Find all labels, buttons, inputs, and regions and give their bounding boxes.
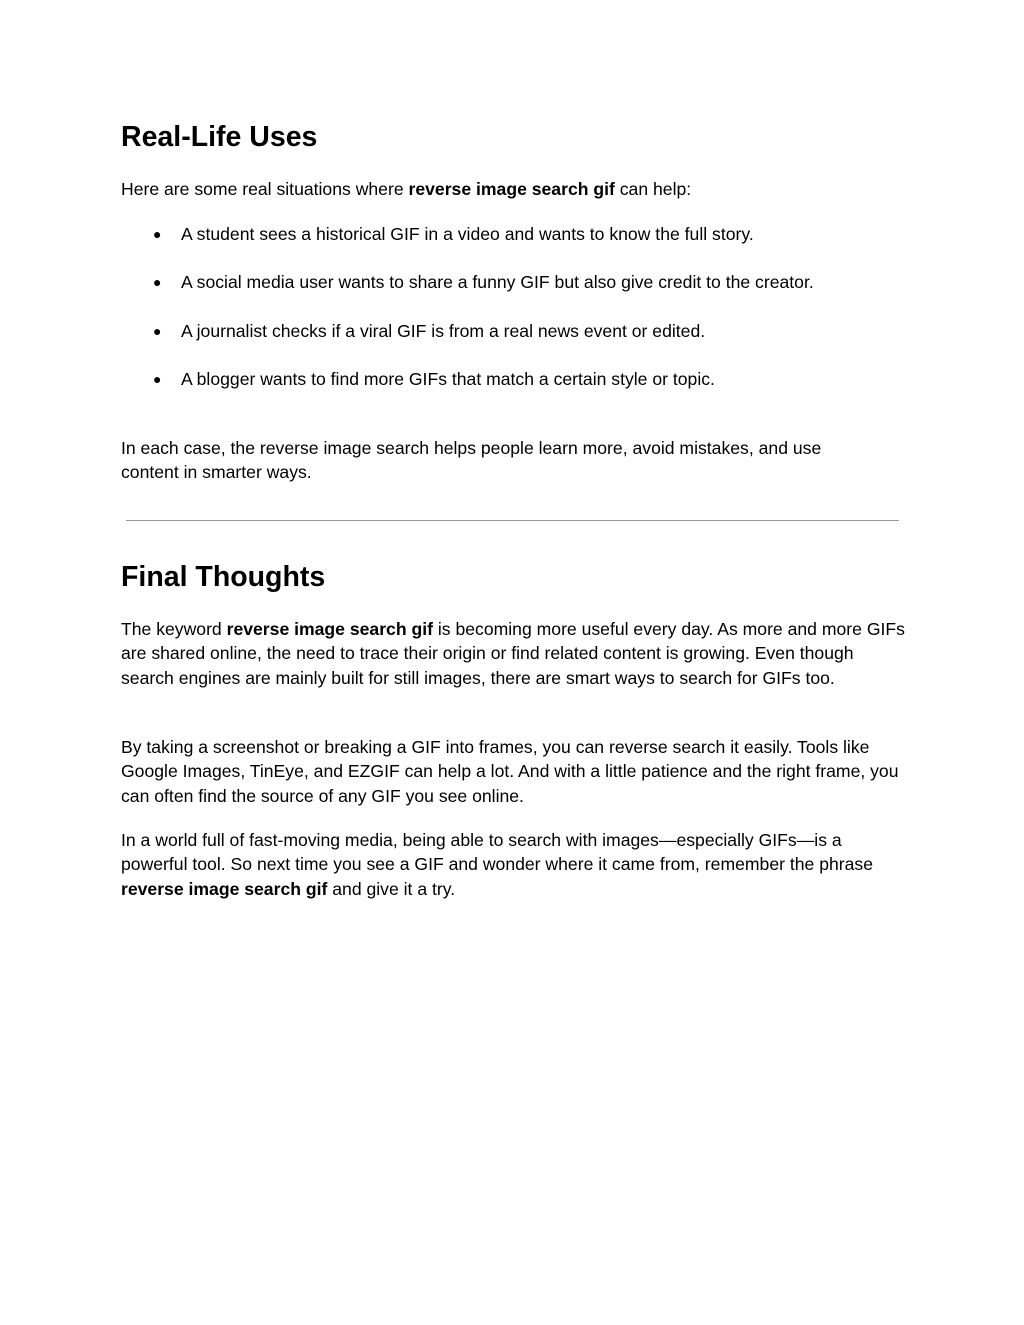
heading-final-thoughts: Final Thoughts — [121, 561, 326, 593]
closing-line-2: content in smarter ways. — [121, 462, 312, 483]
final-paragraph-2: By taking a screenshot or breaking a GIF into frames, you can reverse search it easily. Tools like Google Images, TinEye, and EZGIF can help a lot. And with a little patience and the right frame, you can often find the source of any GIF you see online. — [121, 737, 899, 806]
list-item — [121, 222, 911, 246]
use-case-list — [121, 222, 911, 416]
list-item — [121, 319, 911, 343]
final-p3-start: In a world full of fast-moving media, being able to search with images—especially GIFs—is a powerful tool. So next time you see a GIF and wonder where it came from, remember the phrase — [121, 830, 873, 875]
final-p1-end: is becoming more useful every day. As more and more GIFs are shared online, the need to trace their origin or find related content is growing. Even though search engines are mainly built for still images, there are smart ways to search for GIFs too. — [121, 619, 905, 688]
final-p3-keyword: reverse image search gif — [121, 878, 328, 899]
horizontal-divider — [126, 520, 899, 521]
final-p3-end: and give it a try. — [327, 878, 456, 899]
bullet-icon: ● — [153, 274, 162, 291]
list-item — [121, 270, 911, 294]
final-p1-start: The keyword — [121, 619, 227, 639]
final-p1-keyword: reverse image search gif — [226, 619, 433, 639]
intro-text-end: can help: — [614, 179, 692, 199]
closing-line-1: In each case, the reverse image search helps people learn more, avoid mistakes, and use — [121, 438, 822, 458]
list-item — [121, 367, 911, 391]
list-item-text: A student sees a historical GIF in a video and wants to know the full story. — [181, 224, 754, 244]
bullet-icon: ● — [153, 226, 162, 242]
final-paragraph-1 — [121, 617, 911, 690]
list-item-text: A social media user wants to share a funny GIF but also give credit to the creator. — [181, 272, 814, 293]
final-paragraph-3 — [121, 828, 911, 901]
heading-real-life-uses: Real-Life Uses — [121, 121, 318, 153]
intro-paragraph — [121, 177, 911, 201]
intro-keyword: reverse image search gif — [408, 179, 615, 199]
bullet-icon: ● — [153, 371, 162, 388]
intro-text-start: Here are some real situations where — [121, 179, 409, 199]
closing-paragraph — [121, 436, 881, 485]
list-item-text: A blogger wants to find more GIFs that match a certain style or topic. — [181, 369, 715, 390]
bullet-icon: ● — [153, 322, 162, 339]
list-item-text: A journalist checks if a viral GIF is from a real news event or edited. — [181, 320, 706, 341]
